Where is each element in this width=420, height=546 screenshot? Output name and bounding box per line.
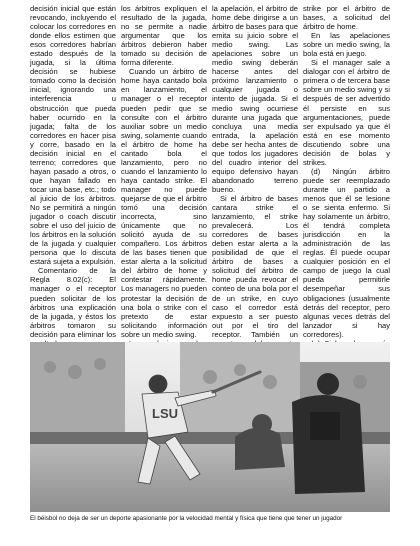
article-column-2 <box>121 4 207 384</box>
article-paragraph: los árbitros expliquen el resultado de la jugada, no se permite a nadie argumentar que los árbitros debieron haber tomado su decisión de forma diferente. <box>121 4 207 68</box>
article-paragraph: decisión inicial que están revocando, incluyendo el colocar los corredores en donde ellos estimen que esos corredores habrían estado después de la jugada, si la última decisión se hubiese tomado como la decisión inicial, ignorando una interferencia u obstrucción que pueda haber ocurrido en la jugada; falta de los corredores en hacer pisa y corre, basado en la decisión inicial en el terreno; corredores que hayan pasado a otros, o que hayan fallado en tocar una base, etc.; todo al juicio de los árbitros. No se permitirá a ningún jugador o coach discutir sobre el uso del juicio de los árbitros en la solución de la jugada y cualquier persona que lo discuta estará sujeta a expulsión. <box>30 4 116 267</box>
article-paragraph: Si el árbitro de bases cantara strike el lanzamiento, el strike prevalecerá. Los corredores de bases deben estar alerta a la posibilidad de que el árbitro de bases a solicitud del árbitro de home pueda revocar el conteo de una bola por el de un strike, en cuyo caso el corredor está expuesto a ser puesto out por el tiro del receptor. También un <box>212 193 298 339</box>
article-paragraph: En las apelaciones sobre un medio swing, la bola está en juego. <box>303 31 390 59</box>
article-column-4 <box>303 4 390 384</box>
article-column-1 <box>30 4 116 384</box>
baseball-photo <box>30 342 390 512</box>
article-paragraph: Cuando un árbitro de home haya cantado bola en lanzamiento, el manager o el receptor pueden pedir que se consulte con el árbitro auxiliar sobre un medio swing, solamente cuando el árbitro de home ha cantado bola el lanzamiento, pero no cuando el lanzamiento lo haya cantado strike. El manager no puede quejarse de que el árbitro tomó una decisión incorrecta, sino únicamente que no solicitó ayuda de su compañero. Los árbitros de las bases tienen que estar alerta a la solicitud del árbitro de home y contestar rápidamente. Los managers no pueden protestar la decisión de una bola o strike con el pretexto de estar solicitando información sobre un medio swing. <box>121 67 207 339</box>
photo-caption: El béisbol no deja de ser un deporte apasionante por la velocidad mental y física que tiene que tener un jugador <box>30 515 343 522</box>
article-column-3 <box>212 4 298 384</box>
jersey-letters: LSU <box>152 406 178 421</box>
article-paragraph: Si el manager sale a dialogar con el árbitro de primera o de tercera base sobre un medio swing y si después de ser advertido él persiste en sus argumentaciones, puede ser expulsado ya que él está en ese momento discutiendo sobre una decisión de bolas y strikes. <box>303 58 390 167</box>
article-paragraph: (d) Ningún árbitro puede ser reemplazado durante un partido a menos que él se lesione o se sienta enfermo. Si hay solamente un árbitro, él tendrá completa jurisdicción en la administración de las reglas. Él puede ocupar cualquier posición en el campo de juego la cual pueda permitirle desempeñar sus obligaciones (usualmente detrás del receptor, pero algunas veces detrás del lanzador si hay corredores). <box>303 166 390 339</box>
article-paragraph: la apelación, el árbitro de home debe dirigirse a un árbitro de bases para que emita su juicio sobre el medio swing. Las apelaciones sobre un medio swing deberán hacerse antes del próximo lanzamiento o cualquier jugada o intento de jugada. Si el medio swing ocurriese durante una jugada que concluya una media entrada, la apelación debe ser hecha antes de que todos los jugadores del cuadro interior del equipo defensivo hayan abandonado terreno bueno. <box>212 4 299 194</box>
article-paragraph: strike por el árbitro de bases, a solicitud del árbitro de home. <box>303 4 390 32</box>
article-paragraph: Comentario de la Regla 8.02(c): El manager o el receptor pueden solicitar de los árbitros una explicación de la jugada, y éstos los árbitros tomaron su decisión para eliminar los <box>30 266 116 339</box>
